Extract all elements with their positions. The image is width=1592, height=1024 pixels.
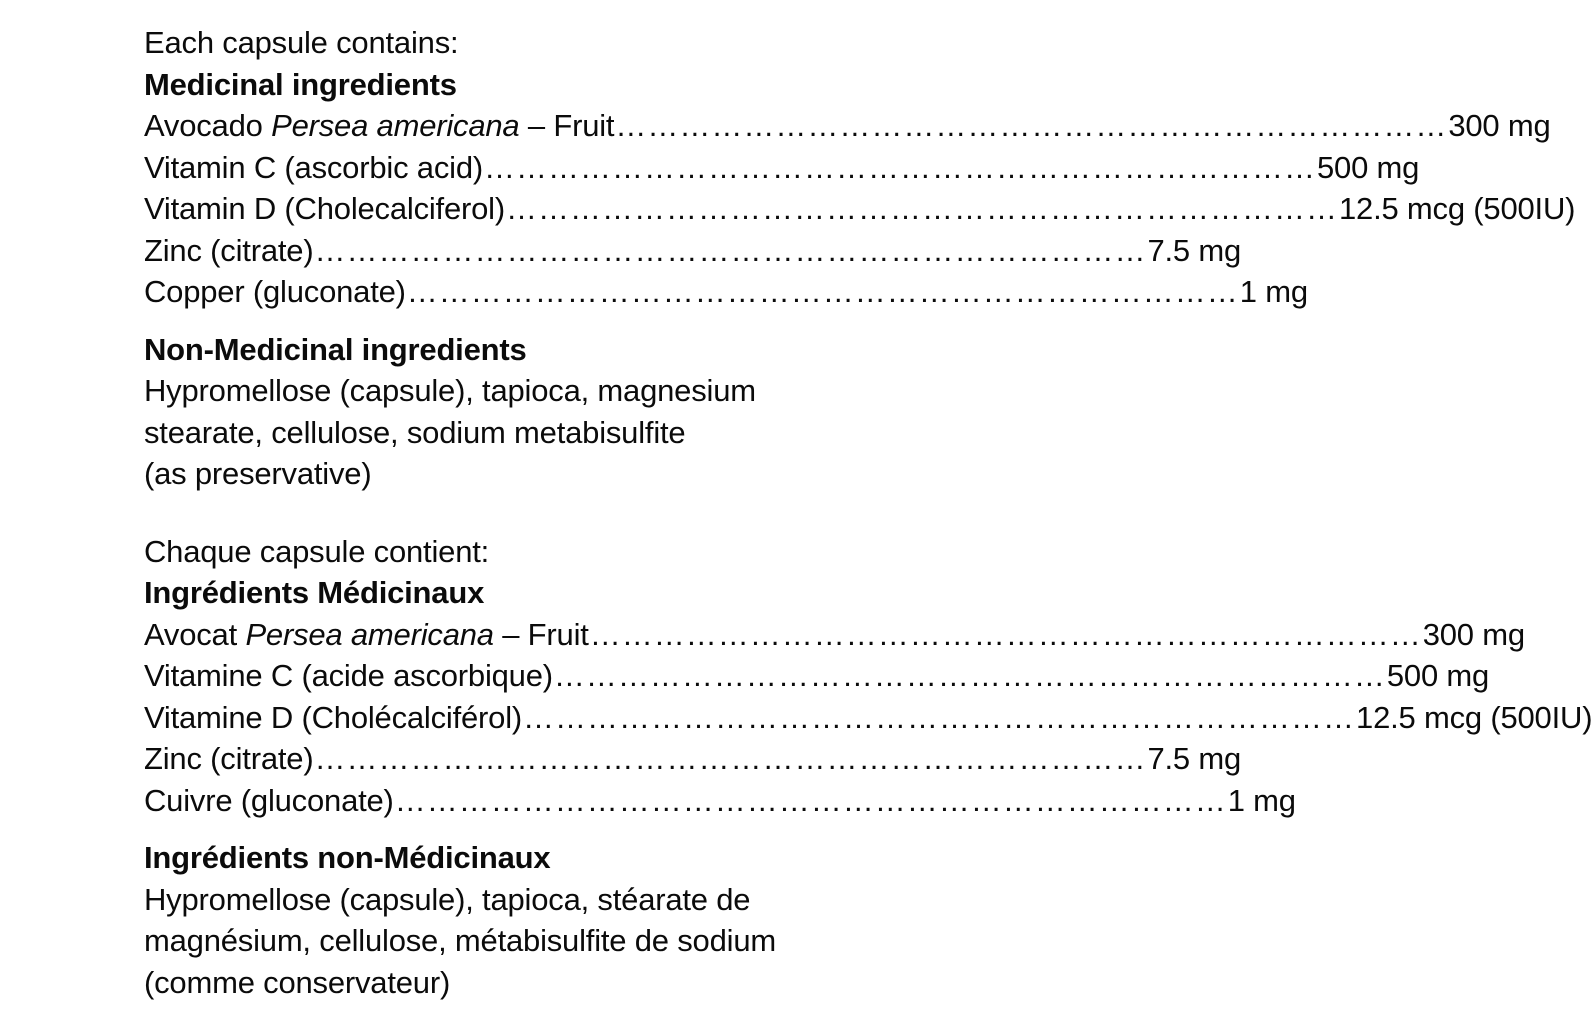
ingredient-amount: 1 mg xyxy=(1227,782,1296,818)
intro-text: Each capsule contains: xyxy=(144,25,459,60)
ingredient-row xyxy=(144,271,1308,313)
ingredient-row xyxy=(144,230,1242,272)
ingredient-name: Cuivre (gluconate) xyxy=(144,782,394,818)
ingredient-row xyxy=(144,614,1525,656)
dot-leader: …………………………………………………………………… xyxy=(394,782,1227,818)
ingredient-name: Vitamin D (Cholecalciferol) xyxy=(144,191,505,226)
medicinal-list xyxy=(144,105,1576,313)
ingredient-row xyxy=(144,697,1592,739)
ingredient-amount: 7.5 mg xyxy=(1147,232,1242,268)
dot-leader: …………………………………………………………………… xyxy=(523,699,1356,735)
dot-leader: …………………………………………………………………… xyxy=(553,658,1386,693)
ingredient-part: – Fruit xyxy=(519,108,615,143)
dot-leader: …………………………………………………………………… xyxy=(505,191,1338,226)
dot-leader: …………………………………………………………………… xyxy=(406,274,1239,309)
ingredient-name: Zinc (citrate) xyxy=(144,741,314,776)
ingredient-row xyxy=(144,188,1576,230)
ingredient-name: Avocat xyxy=(144,616,246,652)
ingredient-amount: 12.5 mcg (500IU) xyxy=(1356,699,1592,735)
intro-text: Chaque capsule contient: xyxy=(144,533,490,569)
dot-leader: …………………………………………………………………… xyxy=(314,741,1147,776)
ingredient-row xyxy=(144,655,1490,697)
ingredient-row xyxy=(144,738,1242,780)
ingredient-row xyxy=(144,147,1420,189)
ingredient-part: – Fruit xyxy=(493,616,589,652)
ingredient-name: Avocado xyxy=(144,108,272,143)
ingredient-amount: 300 mg xyxy=(1448,108,1551,143)
ingredient-name: Vitamin C (ascorbic acid) xyxy=(144,149,483,185)
english-section xyxy=(144,22,1576,495)
ingredient-name: Vitamine D (Cholécalciférol) xyxy=(144,699,523,735)
medicinal-heading: Ingrédients Médicinaux xyxy=(144,575,485,610)
ingredient-amount: 12.5 mcg (500IU) xyxy=(1338,191,1576,226)
non-medicinal-text: (comme conservateur) xyxy=(144,964,451,1000)
ingredient-amount: 300 mg xyxy=(1422,616,1525,652)
ingredients-label xyxy=(144,22,1592,1003)
medicinal-list xyxy=(144,614,1592,822)
ingredient-row xyxy=(144,780,1296,822)
ingredient-amount: 1 mg xyxy=(1239,274,1308,309)
non-medicinal-heading: Non-Medicinal ingredients xyxy=(144,331,527,367)
ingredient-name: Zinc (citrate) xyxy=(144,232,314,268)
ingredient-amount: 500 mg xyxy=(1316,149,1420,185)
non-medicinal-text: (as preservative) xyxy=(144,456,372,491)
dot-leader: …………………………………………………………………… xyxy=(483,149,1316,185)
ingredient-name: Copper (gluconate) xyxy=(144,274,406,309)
medicinal-heading: Medicinal ingredients xyxy=(144,66,457,102)
dot-leader: …………………………………………………………………… xyxy=(314,232,1147,268)
non-medicinal-text: Hypromellose (capsule), tapioca, magnesium xyxy=(144,373,756,408)
ingredient-latin-name: Persea americana xyxy=(245,616,494,652)
ingredient-amount: 7.5 mg xyxy=(1147,741,1242,776)
french-section xyxy=(144,531,1592,1004)
dot-leader: …………………………………………………………………… xyxy=(615,108,1448,143)
non-medicinal-heading: Ingrédients non-Médicinaux xyxy=(144,840,551,875)
non-medicinal-text: stearate, cellulose, sodium metabisulfite xyxy=(144,414,686,450)
non-medicinal-text: magnésium, cellulose, métabisulfite de sodium xyxy=(144,923,776,958)
non-medicinal-text: Hypromellose (capsule), tapioca, stéarate de xyxy=(144,881,751,917)
dot-leader: …………………………………………………………………… xyxy=(589,616,1422,652)
ingredient-row xyxy=(144,105,1551,147)
ingredient-name: Vitamine C (acide ascorbique) xyxy=(144,658,553,693)
ingredient-amount: 500 mg xyxy=(1386,658,1490,693)
ingredient-latin-name: Persea americana xyxy=(271,108,520,143)
